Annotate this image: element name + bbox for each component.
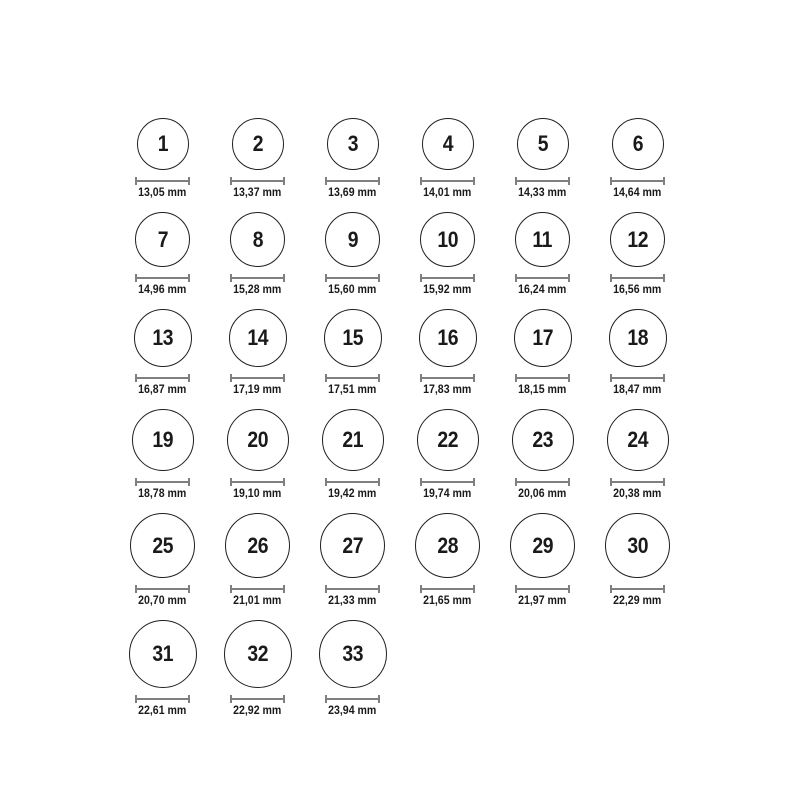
ring-size-item (515, 212, 570, 296)
ring-circle (512, 409, 574, 471)
ring-size-number: 17 (532, 325, 553, 350)
ring-circle (415, 513, 480, 578)
ring-circle (319, 620, 387, 688)
ring-circle (320, 513, 385, 578)
diameter-label: 13,05 mm (138, 187, 187, 199)
ring-size-item (514, 309, 572, 396)
ring-size-number: 6 (632, 131, 643, 156)
diameter-label: 13,69 mm (328, 187, 377, 199)
ring-size-item (322, 409, 384, 500)
diameter-label: 18,15 mm (518, 384, 567, 396)
ring-size-number: 8 (252, 226, 263, 252)
diameter-measure-line (325, 695, 380, 703)
ring-size-number: 5 (537, 131, 548, 156)
ring-circle (132, 409, 194, 471)
ring-size-number: 31 (152, 641, 173, 666)
ring-circle (610, 212, 665, 267)
diameter-label: 23,94 mm (328, 705, 377, 717)
diameter-label: 15,92 mm (423, 284, 472, 296)
ring-size-number: 23 (532, 427, 553, 452)
diameter-label: 21,97 mm (518, 595, 567, 607)
diameter-label: 16,56 mm (613, 284, 662, 296)
diameter-measure-line (610, 374, 665, 382)
diameter-measure-line (230, 177, 285, 185)
ring-circle (229, 309, 287, 367)
ring-size-item (609, 309, 667, 396)
ring-circle (227, 409, 289, 471)
diameter-measure-line (515, 177, 570, 185)
ring-size-item (420, 118, 475, 199)
diameter-measure-line (610, 177, 665, 185)
diameter-measure-line (230, 695, 285, 703)
ring-size-number: 1 (157, 131, 168, 156)
ring-size-item (135, 212, 190, 296)
ring-circle (137, 118, 189, 170)
ring-size-number: 22 (437, 427, 458, 452)
ring-size-item (510, 513, 575, 607)
diameter-measure-line (230, 374, 285, 382)
diameter-measure-line (610, 585, 665, 593)
ring-circle (420, 212, 475, 267)
diameter-label: 16,87 mm (138, 384, 187, 396)
ring-size-number: 24 (627, 427, 648, 452)
ring-size-number: 4 (442, 131, 453, 156)
diameter-label: 20,70 mm (138, 595, 187, 607)
ring-size-number: 26 (247, 532, 268, 558)
diameter-label: 19,10 mm (233, 488, 282, 500)
ring-circle (134, 309, 192, 367)
diameter-label: 22,29 mm (613, 595, 662, 607)
diameter-label: 17,51 mm (328, 384, 377, 396)
diameter-measure-line (515, 478, 570, 486)
diameter-label: 15,28 mm (233, 284, 282, 296)
ring-size-number: 15 (342, 325, 363, 350)
ring-size-number: 28 (437, 532, 458, 558)
ring-size-number: 11 (532, 226, 553, 252)
diameter-label: 14,33 mm (518, 187, 567, 199)
diameter-label: 22,61 mm (138, 705, 187, 717)
ring-size-item (224, 620, 292, 717)
diameter-measure-line (230, 478, 285, 486)
diameter-label: 14,64 mm (613, 187, 662, 199)
diameter-label: 14,01 mm (423, 187, 472, 199)
ring-size-item (415, 513, 480, 607)
ring-size-number: 20 (247, 427, 268, 452)
ring-size-item (515, 118, 570, 199)
diameter-label: 20,06 mm (518, 488, 567, 500)
diameter-measure-line (135, 478, 190, 486)
diameter-measure-line (420, 585, 475, 593)
ring-size-item (229, 309, 287, 396)
ring-size-number: 7 (157, 226, 168, 252)
ring-size-number: 29 (532, 532, 553, 558)
ring-size-item (325, 118, 380, 199)
ring-circle (612, 118, 664, 170)
diameter-measure-line (135, 177, 190, 185)
ring-size-number: 27 (342, 532, 363, 558)
ring-circle (129, 620, 197, 688)
ring-circle (324, 309, 382, 367)
ring-size-item (319, 620, 387, 717)
ring-circle (417, 409, 479, 471)
ring-circle (225, 513, 290, 578)
ring-size-item (605, 513, 670, 607)
diameter-measure-line (135, 695, 190, 703)
ring-size-number: 12 (627, 226, 648, 252)
diameter-measure-line (515, 274, 570, 282)
diameter-measure-line (610, 478, 665, 486)
ring-circle (515, 212, 570, 267)
diameter-measure-line (420, 274, 475, 282)
ring-circle (514, 309, 572, 367)
ring-circle (607, 409, 669, 471)
diameter-measure-line (135, 374, 190, 382)
ring-size-item (324, 309, 382, 396)
ring-size-item (610, 212, 665, 296)
ring-size-number: 33 (342, 641, 363, 666)
ring-size-number: 9 (347, 226, 358, 252)
ring-size-item (135, 118, 190, 199)
ring-size-number: 16 (437, 325, 458, 350)
diameter-label: 13,37 mm (233, 187, 282, 199)
ring-size-number: 19 (152, 427, 173, 452)
diameter-label: 19,74 mm (423, 488, 472, 500)
ring-circle (230, 212, 285, 267)
diameter-measure-line (135, 585, 190, 593)
ring-circle (224, 620, 292, 688)
diameter-measure-line (230, 585, 285, 593)
ring-circle (609, 309, 667, 367)
ring-size-number: 3 (347, 131, 358, 156)
ring-size-number: 2 (252, 131, 263, 156)
diameter-measure-line (230, 274, 285, 282)
ring-size-number: 18 (627, 325, 648, 350)
diameter-measure-line (325, 585, 380, 593)
diameter-measure-line (610, 274, 665, 282)
diameter-measure-line (515, 374, 570, 382)
ring-circle (322, 409, 384, 471)
diameter-measure-line (325, 274, 380, 282)
ring-circle (419, 309, 477, 367)
diameter-measure-line (420, 374, 475, 382)
diameter-label: 14,96 mm (138, 284, 187, 296)
ring-size-item (129, 620, 197, 717)
ring-circle (325, 212, 380, 267)
ring-size-item (132, 409, 194, 500)
ring-circle (605, 513, 670, 578)
diameter-measure-line (325, 374, 380, 382)
diameter-label: 21,65 mm (423, 595, 472, 607)
ring-size-item (325, 212, 380, 296)
diameter-label: 15,60 mm (328, 284, 377, 296)
ring-size-item (134, 309, 192, 396)
ring-size-item (225, 513, 290, 607)
ring-size-item (512, 409, 574, 500)
ring-size-number: 14 (247, 325, 268, 350)
diameter-measure-line (325, 478, 380, 486)
diameter-label: 22,92 mm (233, 705, 282, 717)
ring-size-number: 10 (437, 226, 458, 252)
ring-circle (510, 513, 575, 578)
ring-circle (422, 118, 474, 170)
ring-size-item (610, 118, 665, 199)
diameter-label: 17,19 mm (233, 384, 282, 396)
ring-size-item (607, 409, 669, 500)
diameter-measure-line (515, 585, 570, 593)
diameter-label: 21,33 mm (328, 595, 377, 607)
diameter-measure-line (420, 177, 475, 185)
ring-size-item (417, 409, 479, 500)
diameter-label: 16,24 mm (518, 284, 567, 296)
ring-size-item (419, 309, 477, 396)
diameter-measure-line (135, 274, 190, 282)
ring-size-item (320, 513, 385, 607)
ring-size-number: 32 (247, 641, 268, 666)
diameter-measure-line (420, 478, 475, 486)
diameter-label: 18,47 mm (613, 384, 662, 396)
ring-size-item (230, 212, 285, 296)
ring-circle (517, 118, 569, 170)
ring-circle (130, 513, 195, 578)
diameter-label: 19,42 mm (328, 488, 377, 500)
ring-size-number: 30 (627, 532, 648, 558)
diameter-measure-line (325, 177, 380, 185)
diameter-label: 20,38 mm (613, 488, 662, 500)
ring-circle (327, 118, 379, 170)
diameter-label: 17,83 mm (423, 384, 472, 396)
ring-size-number: 25 (152, 532, 173, 558)
ring-size-chart (115, 118, 685, 717)
ring-size-number: 21 (342, 427, 363, 452)
ring-size-item (130, 513, 195, 607)
ring-size-item (420, 212, 475, 296)
diameter-label: 21,01 mm (233, 595, 282, 607)
diameter-label: 18,78 mm (138, 488, 187, 500)
ring-circle (232, 118, 284, 170)
ring-size-number: 13 (152, 325, 173, 350)
ring-circle (135, 212, 190, 267)
ring-size-item (230, 118, 285, 199)
ring-size-item (227, 409, 289, 500)
